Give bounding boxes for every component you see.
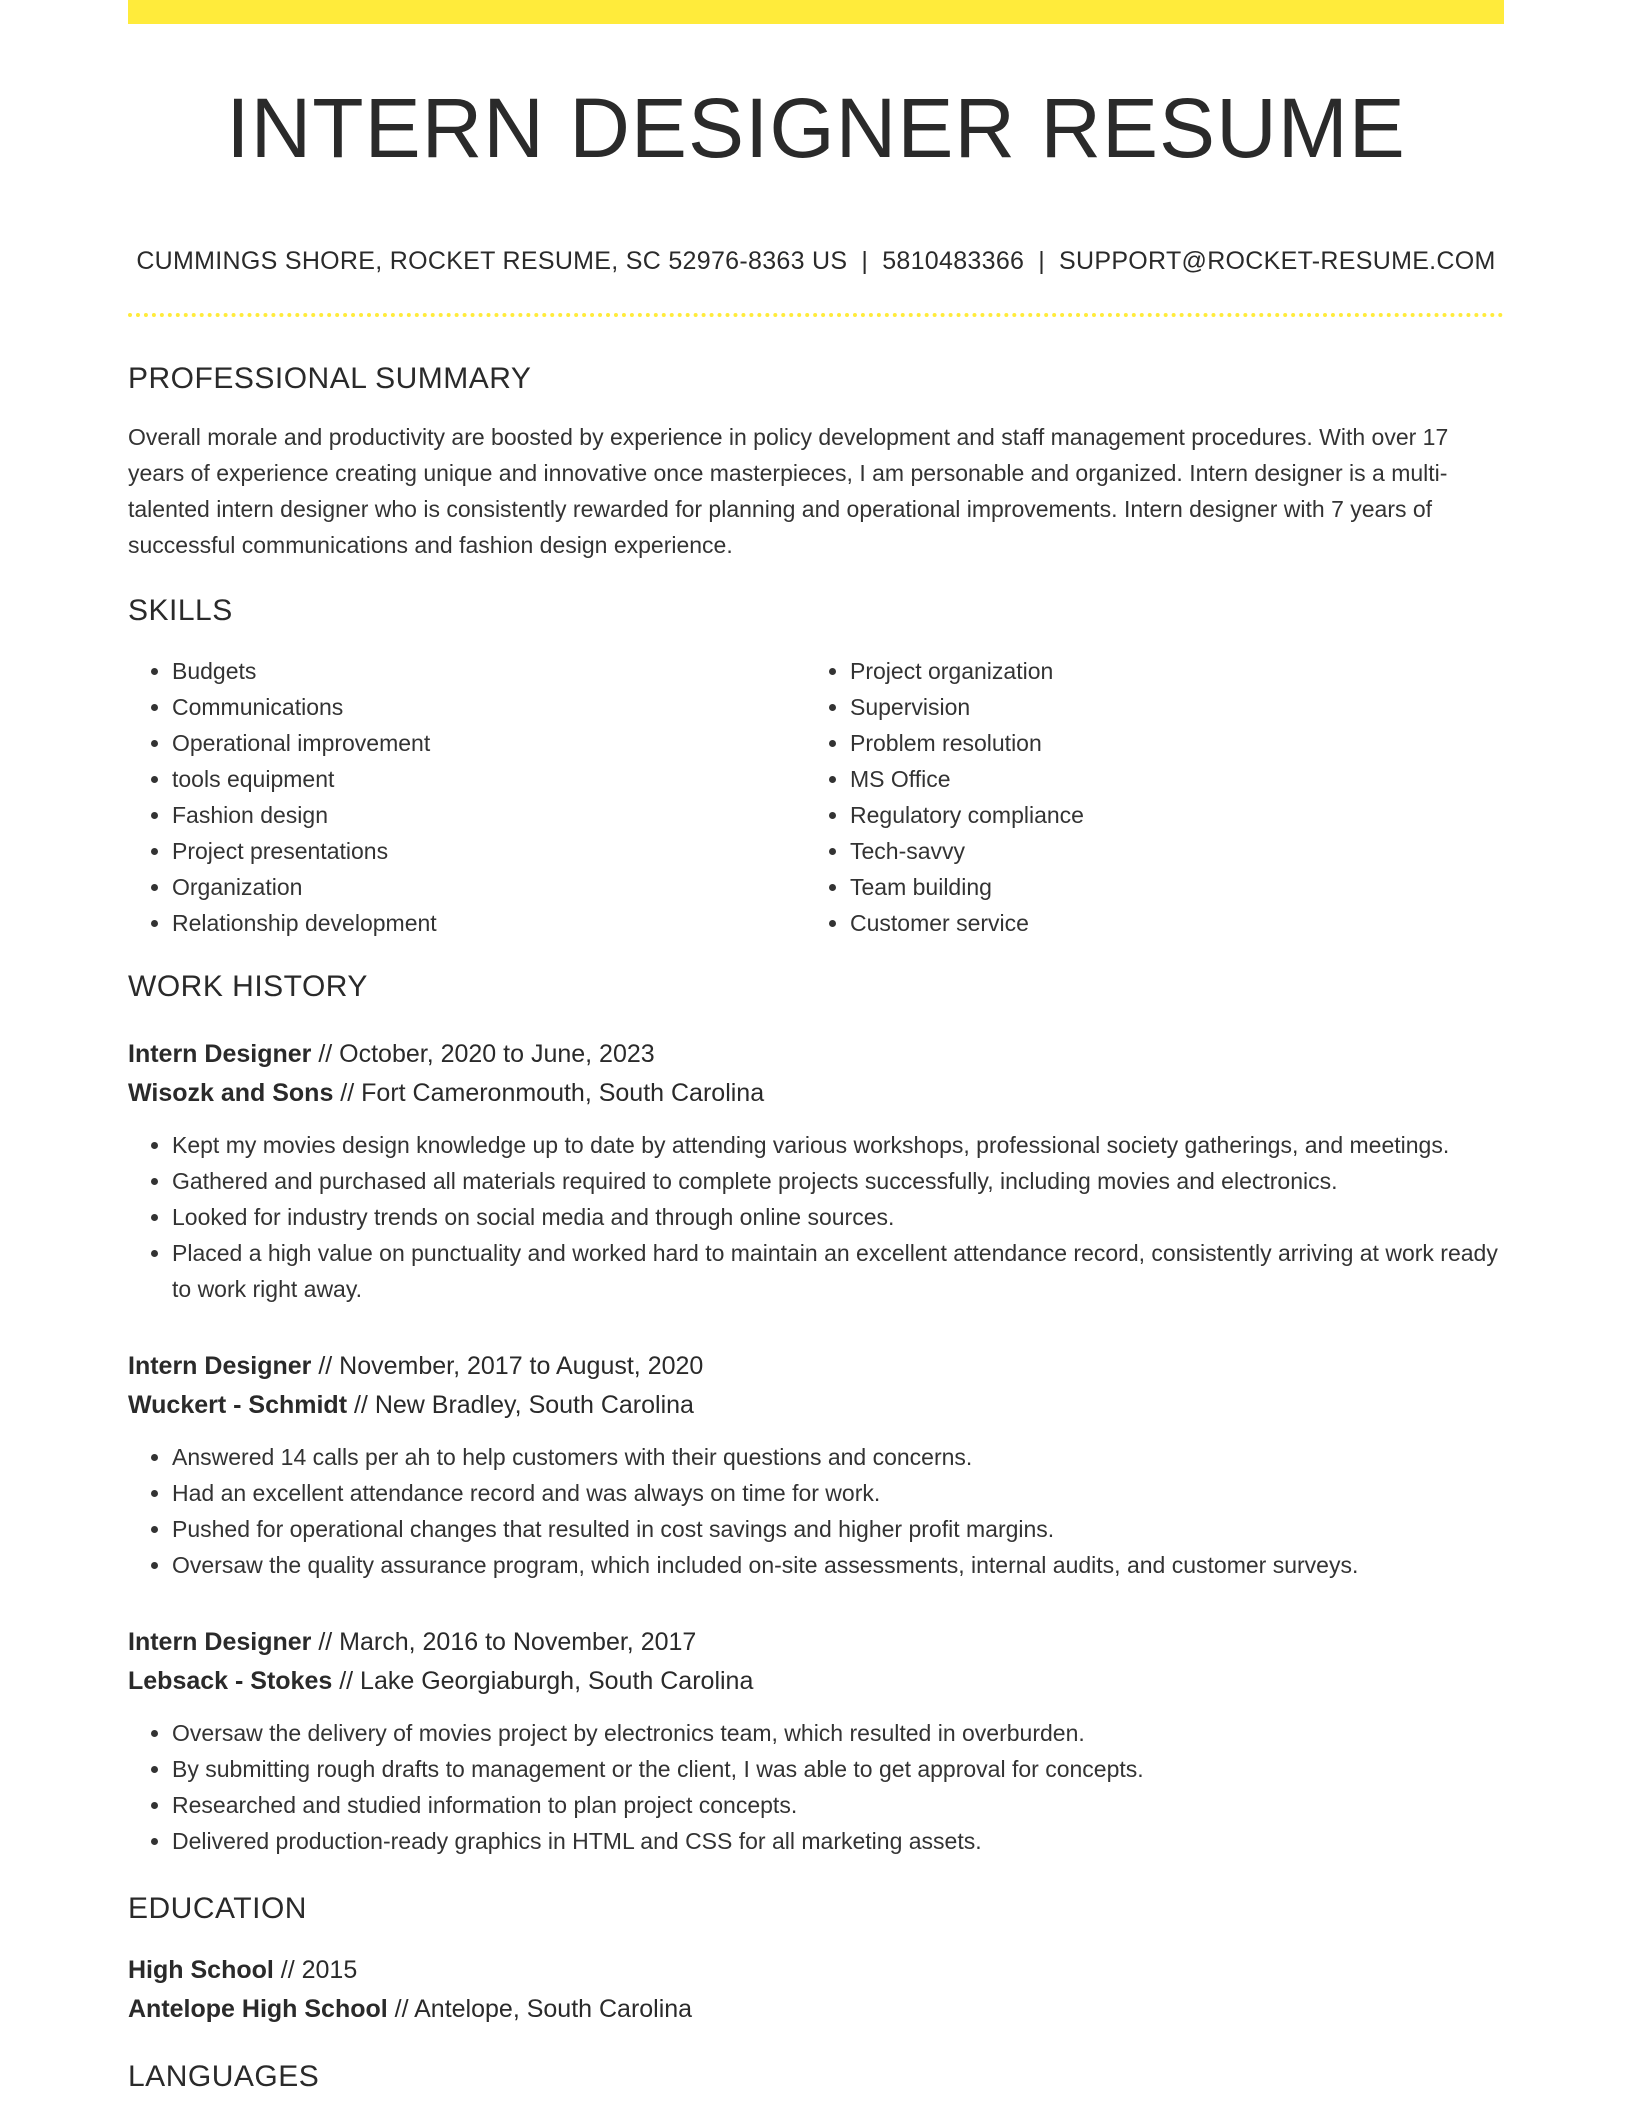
skill-item: • Organization [172, 869, 806, 905]
languages-heading: LANGUAGES [128, 2060, 320, 2093]
skill-item: • Fashion design [172, 797, 806, 833]
job-entry [128, 1347, 1504, 1583]
job-company: Wisozk and Sons [128, 1079, 334, 1107]
job-bullet: • Oversaw the delivery of movies project by electronics team, which resulted in overburden. [172, 1715, 1504, 1751]
contact-email: SUPPORT@ROCKET-RESUME.COM [1059, 247, 1496, 275]
job-dates: // October, 2020 to June, 2023 [311, 1040, 655, 1068]
job-bullets [128, 1127, 1504, 1307]
job-bullet: • Kept my movies design knowledge up to date by attending various workshops, professional society gatherings, and meetings. [172, 1127, 1504, 1163]
contact-phone: 5810483366 [882, 247, 1025, 275]
skills-list-right [806, 653, 1484, 941]
skill-item: • Problem resolution [850, 725, 1484, 761]
job-bullet: • Looked for industry trends on social media and through online sources. [172, 1199, 1504, 1235]
skill-item: • Project presentations [172, 833, 806, 869]
job-bullet: • Answered 14 calls per ah to help customers with their questions and concerns. [172, 1439, 1504, 1475]
job-bullet: • Pushed for operational changes that resulted in cost savings and higher profit margins. [172, 1511, 1504, 1547]
job-entry [128, 1035, 1504, 1307]
job-location: // Lake Georgiaburgh, South Carolina [332, 1667, 754, 1695]
job-title: Intern Designer [128, 1352, 312, 1380]
job-title-line [128, 1623, 1504, 1662]
resume-page [128, 0, 1504, 2095]
dotted-divider [128, 313, 1504, 317]
contact-address: CUMMINGS SHORE, ROCKET RESUME, SC 52976-8363 US [136, 247, 848, 275]
job-entry [128, 1623, 1504, 1859]
job-bullets [128, 1439, 1504, 1583]
education-school: Antelope High School [128, 1995, 388, 2023]
summary-text: Overall morale and productivity are boosted by experience in policy development and staff management procedures. With over 17 years of experience creating unique and innovative once masterpieces, I am personable and organized. Intern designer is a multi-talented intern designer who is consistently rewarded for planning and operational improvements. Intern designer with 7 years of successful communications and fashion design experience. [128, 424, 1449, 558]
skills-heading: SKILLS [128, 594, 233, 627]
job-bullet: • Placed a high value on punctuality and worked hard to maintain an excellent attendance record, consistently arriving at work ready to work right away. [172, 1235, 1504, 1307]
job-dates: // November, 2017 to August, 2020 [311, 1352, 704, 1380]
skill-item: • Customer service [850, 905, 1484, 941]
job-bullet: • Had an excellent attendance record and was always on time for work. [172, 1475, 1504, 1511]
job-bullet: • Researched and studied information to plan project concepts. [172, 1787, 1504, 1823]
job-title-line [128, 1347, 1504, 1386]
contact-separator: | [861, 247, 869, 275]
work-history-heading: WORK HISTORY [128, 970, 368, 1003]
education-entry [128, 1951, 1504, 2029]
job-bullet: • Oversaw the quality assurance program, which included on-site assessments, internal audits, and customer surveys. [172, 1547, 1504, 1583]
education-degree: High School [128, 1956, 274, 1984]
job-title: Intern Designer [128, 1040, 312, 1068]
skill-item: • MS Office [850, 761, 1484, 797]
job-company: Lebsack - Stokes [128, 1667, 333, 1695]
top-accent-bar [128, 0, 1504, 24]
education-degree-line [128, 1951, 1504, 1990]
skill-item: • tools equipment [172, 761, 806, 797]
job-bullets [128, 1715, 1504, 1859]
skill-item: • Budgets [172, 653, 806, 689]
skills-grid [128, 653, 1504, 941]
job-location: // New Bradley, South Carolina [347, 1391, 694, 1419]
education-heading: EDUCATION [128, 1892, 307, 1925]
skill-item: • Team building [850, 869, 1484, 905]
job-location: // Fort Cameronmouth, South Carolina [333, 1079, 765, 1107]
job-company-line [128, 1662, 1504, 1701]
education-school-line [128, 1990, 1504, 2029]
education-location: // Antelope, South Carolina [387, 1995, 693, 2023]
job-company-line [128, 1074, 1504, 1113]
skill-item: • Relationship development [172, 905, 806, 941]
skill-item: • Operational improvement [172, 725, 806, 761]
contact-separator: | [1038, 247, 1046, 275]
job-bullet: • By submitting rough drafts to management or the client, I was able to get approval for concepts. [172, 1751, 1504, 1787]
job-title-line [128, 1035, 1504, 1074]
skill-item: • Tech-savvy [850, 833, 1484, 869]
skills-list-left [128, 653, 806, 941]
education-year: // 2015 [273, 1956, 358, 1984]
skill-item: • Communications [172, 689, 806, 725]
job-bullet: • Gathered and purchased all materials required to complete projects successfully, including movies and electronics. [172, 1163, 1504, 1199]
job-dates: // March, 2016 to November, 2017 [311, 1628, 697, 1656]
skill-item: • Supervision [850, 689, 1484, 725]
job-title: Intern Designer [128, 1628, 312, 1656]
job-bullet: • Delivered production-ready graphics in HTML and CSS for all marketing assets. [172, 1823, 1504, 1859]
skill-item: • Project organization [850, 653, 1484, 689]
summary-heading: PROFESSIONAL SUMMARY [128, 362, 532, 395]
job-company: Wuckert - Schmidt [128, 1391, 348, 1419]
skill-item: • Regulatory compliance [850, 797, 1484, 833]
job-company-line [128, 1386, 1504, 1425]
resume-title: INTERN DESIGNER RESUME [226, 81, 1406, 175]
contact-line [128, 246, 1504, 276]
